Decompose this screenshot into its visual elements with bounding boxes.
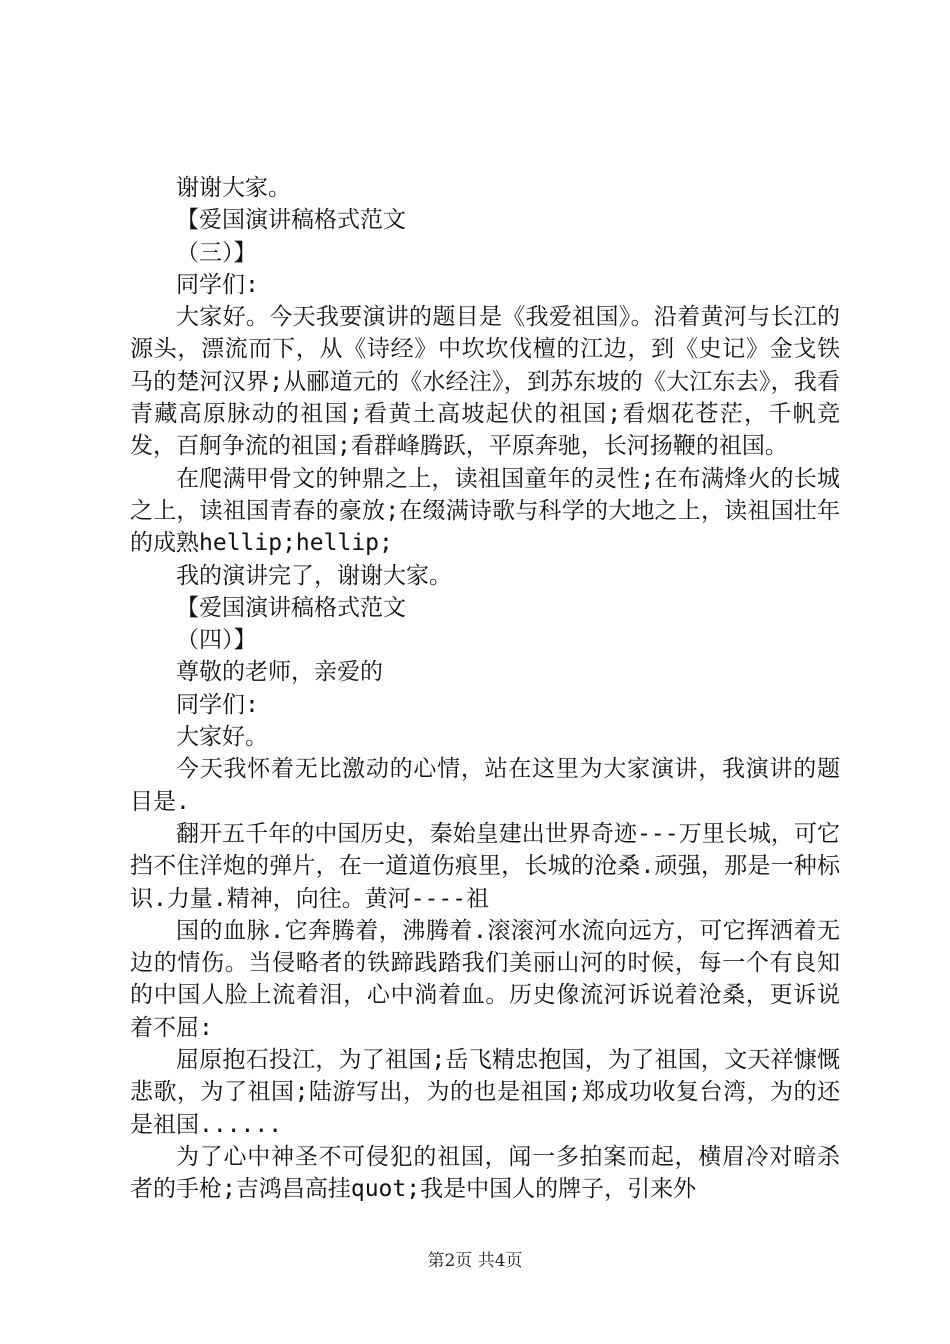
salutation: 尊敬的老师，亲爱的	[176, 659, 383, 686]
paragraph: 屈原抱石投江，为了祖国;岳飞精忠抱国，为了祖国，文天祥慷慨悲歌，为了祖国;陆游写出，为的也是祖国;郑成功收复台湾，为的还是祖国......	[130, 1047, 840, 1138]
page-number-footer: 第2页 共4页	[427, 1251, 523, 1271]
paragraph: 为了心中神圣不可侵犯的祖国，闻一多拍案而起，横眉冷对暗杀者的手枪;吉鸿昌高挂quot;我是中国人的牌子，引来外	[130, 1143, 840, 1203]
section-heading: （三）】	[176, 239, 257, 266]
paragraph: 在爬满甲骨文的钟鼎之上，读祖国童年的灵性;在布满烽火的长城之上，读祖国青春的豪放;在缀满诗歌与科学的大地之上，读祖国壮年的成熟hellip;hellip;	[130, 465, 840, 557]
section-heading: （四）】	[176, 627, 257, 654]
paragraph: 翻开五千年的中国历史，秦始皇建出世界奇迹---万里长城，可它挡不住洋炮的弹片，在一道道伤痕里，长城的沧桑.顽强，那是一种标识.力量.精神，向往。黄河----祖	[130, 820, 840, 912]
paragraph: 谢谢大家。	[176, 175, 291, 201]
document-body	[130, 172, 840, 1206]
salutation: 同学们:	[176, 271, 259, 298]
paragraph: 国的血脉.它奔腾着，沸腾着.滚滚河水流向远方，可它挥洒着无边的情伤。当侵略者的铁蹄践踏我们美丽山河的时候，每一个有良知的中国人脸上流着泪，心中淌着血。历史像流河诉说着沧桑，更诉说着不屈:	[130, 917, 840, 1041]
paragraph: 今天我怀着无比激动的心情，站在这里为大家演讲，我演讲的题目是.	[130, 756, 840, 815]
paragraph: 我的演讲完了，谢谢大家。	[176, 562, 452, 589]
paragraph: 大家好。今天我要演讲的题目是《我爱祖国》。沿着黄河与长江的源头，漂流而下，从《诗经》中坎坎伐檀的江边，到《史记》金戈铁马的楚河汉界;从郦道元的《水经注》，到苏东坡的《大江东去》，我看青藏高原脉动的祖国;看黄土高坡起伏的祖国;看烟花苍茫，千帆竞发，百舸争流的祖国;看群峰腾跃，平原奔驰，长河扬鞭的祖国。	[130, 304, 840, 460]
salutation: 同学们:	[176, 691, 259, 718]
section-heading: 【爱国演讲稿格式范文	[176, 207, 406, 234]
section-heading: 【爱国演讲稿格式范文	[176, 594, 406, 621]
paragraph: 大家好。	[176, 724, 268, 751]
